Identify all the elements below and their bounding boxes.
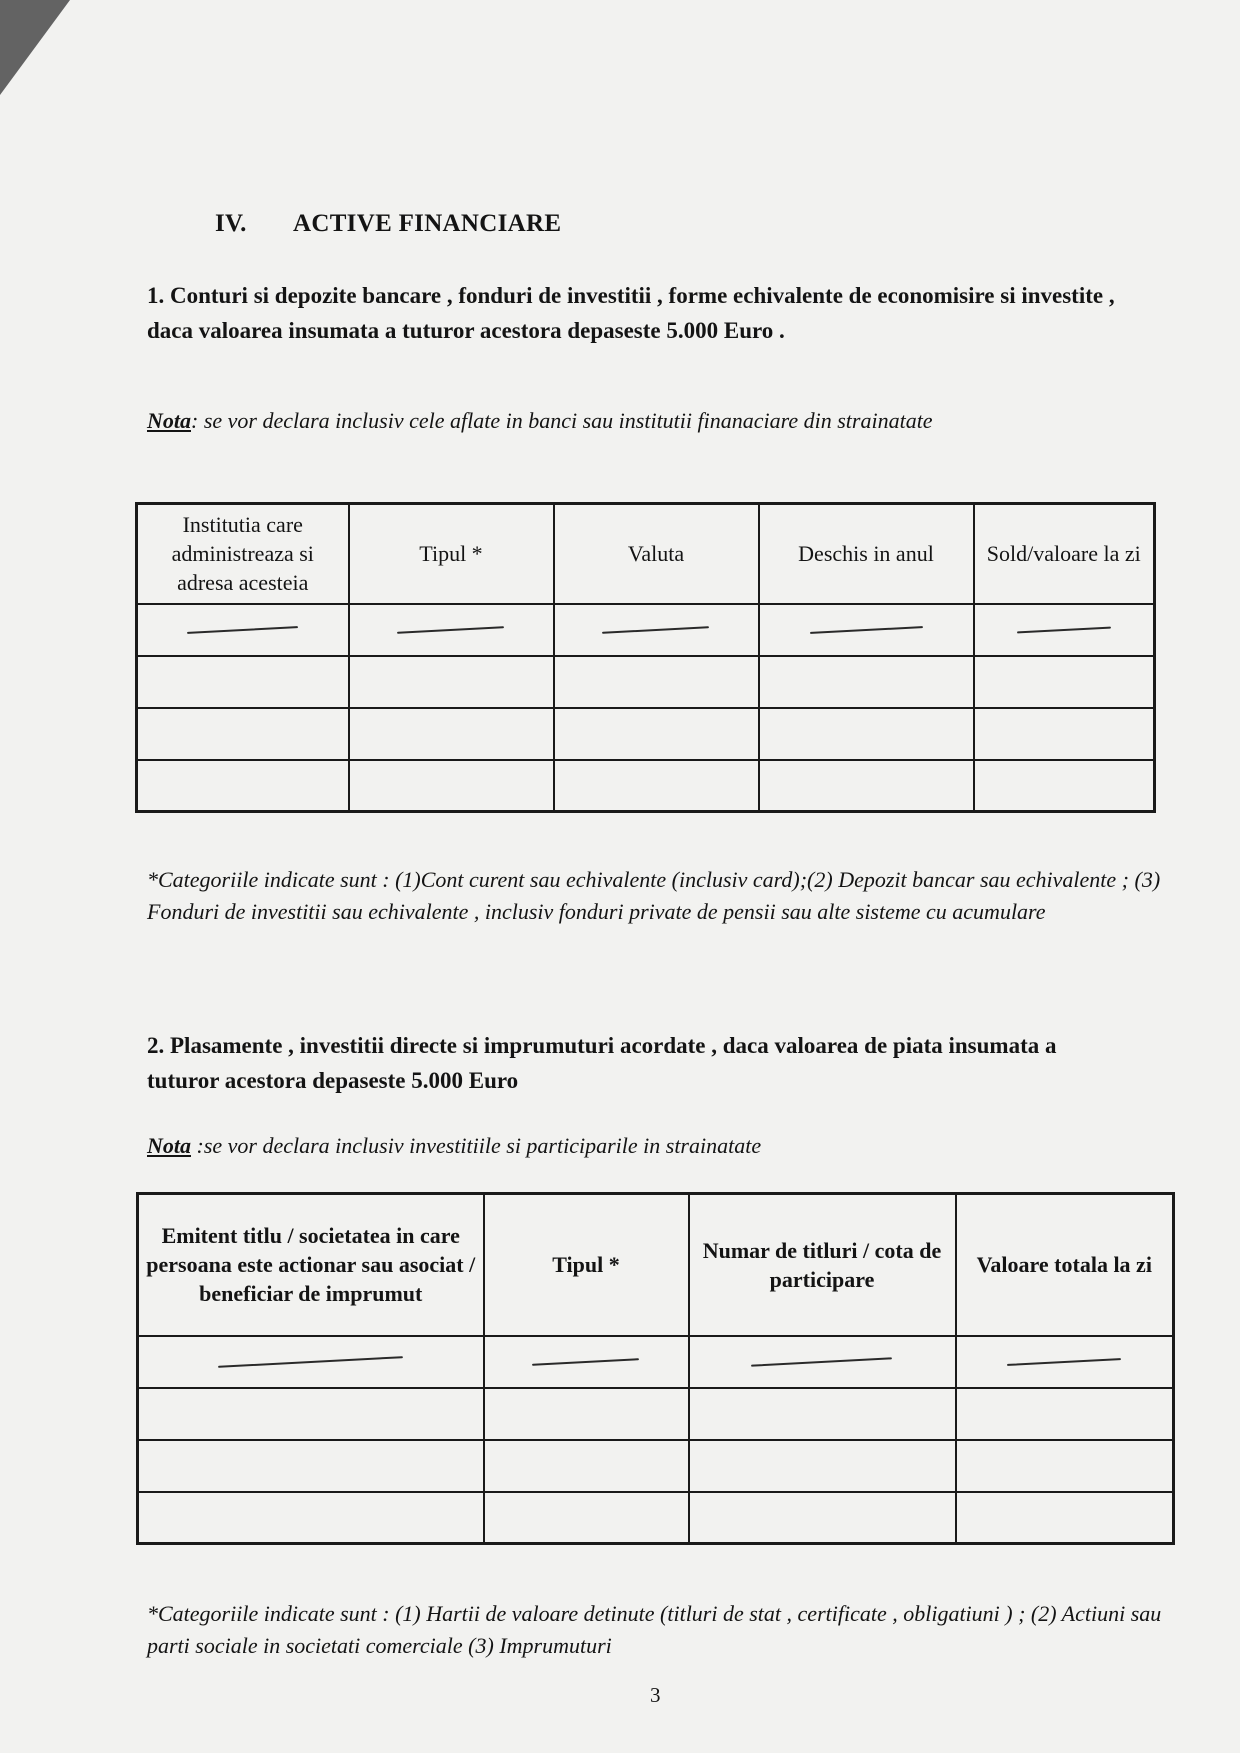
section-title [215, 210, 561, 238]
table-cell [484, 1492, 689, 1544]
part1-heading: 1. Conturi si depozite bancare , fonduri de investitii , forme echivalente de economisire si investite , daca valoarea insumata a tuturor acestora depaseste 5.000 Euro . [147, 283, 1115, 343]
column-header: Institutia care administreaza si adresa acesteia [137, 504, 349, 604]
table-cell [974, 708, 1155, 760]
investments-table [136, 1192, 1175, 1545]
column-header: Emitent titlu / societatea in care persoana este actionar sau asociat / beneficiar de imprumut [138, 1194, 484, 1336]
page-number: 3 [650, 1683, 661, 1707]
table-cell [349, 656, 554, 708]
part1-footnote: *Categoriile indicate sunt : (1)Cont curent sau echivalente (inclusiv card);(2) Depozit bancar sau echivalente ; (3) Fonduri de investitii sau echivalente , inclusiv fonduri private de pensii sau alte sisteme cu acumulare [147, 867, 1161, 924]
table-cell [137, 604, 349, 656]
table-cell [349, 760, 554, 812]
column-header: Numar de titluri / cota de participare [689, 1194, 956, 1336]
table-cell [759, 604, 974, 656]
handwritten-dash [219, 1356, 403, 1368]
table-cell [137, 708, 349, 760]
handwritten-dash [1017, 626, 1111, 633]
table-cell [759, 760, 974, 812]
column-header: Tipul * [484, 1194, 689, 1336]
table-cell [137, 656, 349, 708]
bank-accounts-table [135, 502, 1156, 813]
table-cell [138, 1440, 484, 1492]
part2-note-label: Nota [147, 1133, 191, 1158]
table-row [138, 1388, 1174, 1440]
handwritten-dash [602, 626, 709, 634]
table-cell [554, 604, 759, 656]
column-header: Sold/valoare la zi [974, 504, 1155, 604]
table-cell [689, 1492, 956, 1544]
table-cell [554, 760, 759, 812]
table-cell [956, 1336, 1174, 1388]
handwritten-dash [751, 1357, 892, 1366]
handwritten-dash [810, 626, 923, 634]
page-corner-fold [0, 0, 70, 95]
table-cell [689, 1336, 956, 1388]
part2-heading: 2. Plasamente , investitii directe si imprumuturi acordate , daca valoarea de piata insumata a tuturor acestora depaseste 5.000 Euro [147, 1033, 1057, 1093]
table-row [137, 604, 1155, 656]
table-row [137, 708, 1155, 760]
table-cell [974, 656, 1155, 708]
table-row [138, 1336, 1174, 1388]
table-cell [138, 1492, 484, 1544]
table-cell [974, 604, 1155, 656]
table-cell [137, 760, 349, 812]
table-cell [554, 708, 759, 760]
table-row [138, 1440, 1174, 1492]
column-header: Tipul * [349, 504, 554, 604]
table-cell [484, 1440, 689, 1492]
section-title-text: ACTIVE FINANCIARE [293, 210, 562, 237]
column-header: Valuta [554, 504, 759, 604]
part1-note [147, 405, 1107, 436]
part2-footnote: *Categoriile indicate sunt : (1) Hartii de valoare detinute (titluri de stat , certificate , obligatiuni ) ; (2) Actiuni sau parti sociale in societati comerciale (3) Imprumuturi [147, 1601, 1162, 1658]
table-row [138, 1492, 1174, 1544]
table-cell [956, 1440, 1174, 1492]
table-header-row [137, 504, 1155, 604]
part2-note [147, 1130, 1107, 1161]
handwritten-dash [397, 626, 504, 634]
table-cell [689, 1440, 956, 1492]
part1-note-label: Nota [147, 408, 191, 433]
part1-note-text: : se vor declara inclusiv cele aflate in banci sau institutii finanaciare din strainatate [191, 408, 933, 433]
column-header: Deschis in anul [759, 504, 974, 604]
table-cell [956, 1492, 1174, 1544]
table-cell [349, 604, 554, 656]
table-cell [484, 1388, 689, 1440]
table-cell [689, 1388, 956, 1440]
table-row [137, 656, 1155, 708]
table-cell [138, 1336, 484, 1388]
handwritten-dash [1007, 1358, 1121, 1366]
table-cell [349, 708, 554, 760]
table-row [137, 760, 1155, 812]
table-header-row [138, 1194, 1174, 1336]
handwritten-dash [532, 1358, 639, 1366]
part2-note-text: :se vor declara inclusiv investitiile si participarile in strainatate [191, 1133, 762, 1158]
column-header: Valoare totala la zi [956, 1194, 1174, 1336]
table-cell [484, 1336, 689, 1388]
table-cell [759, 656, 974, 708]
table-cell [974, 760, 1155, 812]
table-cell [956, 1388, 1174, 1440]
section-number: IV. [215, 210, 247, 237]
handwritten-dash [187, 626, 298, 634]
table-cell [759, 708, 974, 760]
table-cell [138, 1388, 484, 1440]
table-cell [554, 656, 759, 708]
